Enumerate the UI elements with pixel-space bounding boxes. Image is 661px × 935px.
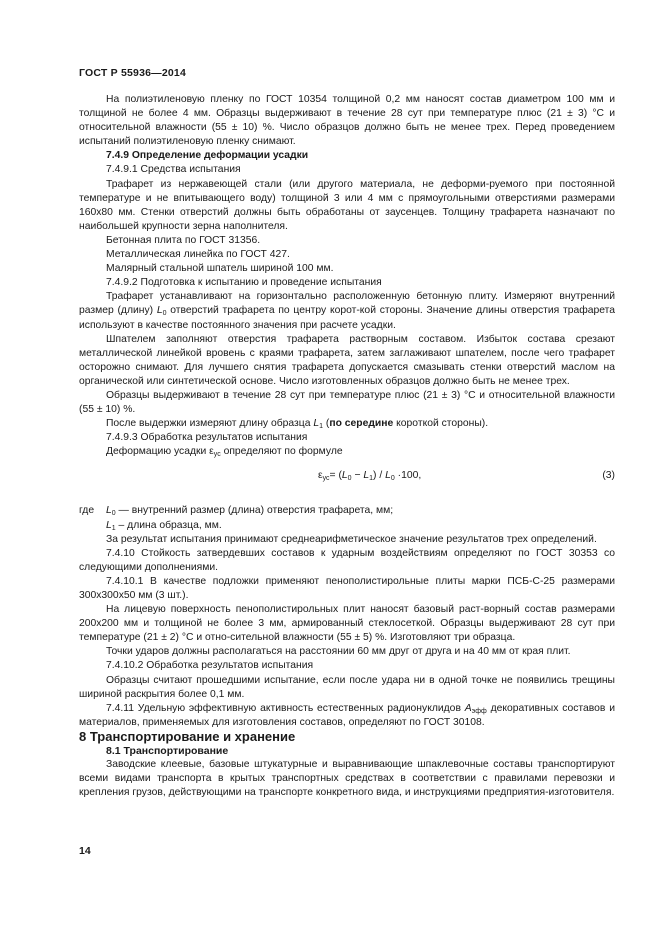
paragraph-result: За результат испытания принимают среднеарифметическое значение результатов трех определений.: [106, 533, 597, 545]
section-heading-8: 8 Транспортирование и хранение: [79, 728, 296, 744]
legend-item-l1: $L_1$ – длина образца, мм.: [106, 519, 222, 532]
section-heading-8-1: 8.1 Транспортирование: [106, 745, 229, 758]
paragraph-metal-ruler: Металлическая линейка по ГОСТ 427.: [106, 249, 290, 261]
paragraph-curing: Образцы выдерживают в течение 28 сут при температуре плюс (21 ± 3) °С и относительной влажности (55 ± 10) %.: [79, 389, 615, 416]
where-label: где: [79, 505, 95, 517]
paragraph-transport: Заводские клеевые, базовые штукатурные и выравнивающие шпаклевочные составы транспортируют всеми видами транспорта в крытых транспортных средствах в соответствии с правилами перевозки и крепления грузов, действующими на транспорте конкретного вида, и инструкциями предприятия-изготовителя.: [79, 759, 615, 799]
paragraph-fill-stencil: Шпателем заполняют отверстия трафарета растворным составом. Избыток состава срезают металлической линейкой вровень с краями трафарета, затем заглаживают шпателем, после чего трафарет осторожно снимают. Для лучшего снятия трафарета допускается смазывать стенки отверстий маслом на органической или синтетической основе. Число изготовленных образцов должно быть не менее трех.: [79, 333, 615, 387]
paragraph-7-4-10: 7.4.10 Стойкость затвердевших составов к ударным воздействиям определяют по ГОСТ 30353 со следующими дополнениями.: [79, 547, 615, 573]
formula-legend: [79, 504, 615, 532]
heading-7-4-9-3: 7.4.9.3 Обработка результатов испытания: [106, 432, 308, 444]
paragraph-impact-points: Точки ударов должны располагаться на расстоянии 60 мм друг от друга и на 40 мм от края плит.: [106, 646, 571, 658]
document-header: ГОСТ Р 55936—2014: [79, 67, 187, 79]
formula-expression: $\varepsilon_{ус}= (L_0 - L_1) / L_0 \cdot 100$,: [318, 470, 422, 483]
page-number: 14: [79, 845, 91, 857]
paragraph-concrete-plate: Бетонная плита по ГОСТ 31356.: [106, 234, 261, 246]
paragraph-apply-base: На лицевую поверхность пенополистирольных плит наносят базовый раст-ворный состав размерами 200х200 мм и толщиной не более 3 мм, армированный стеклосеткой. Образцы выдерживают 28 сут при температуре (21 ± 2) °С и отно-сительной влажности (55 ± 5) %. Изготовляют три образца.: [79, 604, 615, 644]
paragraph-stencil-install: Трафарет устанавливают на горизонтально расположенную бетонную плиту. Измеряют внутренний размер (длину) $L_0$ отверстий трафарета по центру корот-кой стороны. Значение длины отверстия трафарета используют в качестве постоянного значения при расчете усадки.: [79, 291, 615, 331]
legend-item-l0: $L_0$ — внутренний размер (длина) отверстия трафарета, мм;: [106, 505, 394, 518]
heading-7-4-9-2: 7.4.9.2 Подготовка к испытанию и проведение испытания: [106, 277, 382, 289]
paragraph-stencil: Трафарет из нержавеющей стали (или другого материала, не деформи-руемого при постоянной температуре и не впитывающего воду) толщиной 3 или 4 мм с прямоугольными отверстиями размерами 160х80 мм. Стенки отверстий должны быть обработаны от заусенцев. Толщину трафарета назначают по наибольшей крупности зерна наполнителя.: [79, 178, 615, 232]
paragraph-passed: Образцы считают прошедшими испытание, если после удара ни в одной точке не появились трещины шириной раскрытия более 0,1 мм.: [79, 674, 615, 700]
paragraph-7-4-11: 7.4.11 Удельную эффективную активность естественных радионуклидов $A_{эфф}$ декоративных составов и материалов, применяемых для изготовления составов, определяют по ГОСТ 30108.: [79, 702, 616, 728]
paragraph-film-samples: На полиэтиленовую пленку по ГОСТ 10354 толщиной 0,2 мм наносят состав диаметром 100 мм и толщиной не более 4 мм. Образцы выдерживают в течение 28 сут при температуре плюс (21 ± 3) °С и относительной влажности (55 ± 10) %. Число образцов должно быть не менее трех. Перед проведением испытаний полиэтиленовую пленку снимают.: [79, 94, 615, 148]
paragraph-7-4-10-2: 7.4.10.2 Обработка результатов испытания: [106, 660, 314, 672]
paragraph-measure-length: После выдержки измеряют длину образца $L_1$ (по середине короткой стороны).: [106, 418, 489, 431]
paragraph-formula-intro: Деформацию усадки $\varepsilon_{ус}$ определяют по формуле: [106, 446, 343, 459]
heading-7-4-9-1: 7.4.9.1 Средства испытания: [106, 164, 241, 176]
paragraph-7-4-10-1: 7.4.10.1 В качестве подложки применяют пенополистирольные плиты марки ПСБ-С-25 размерами 300х300х50 мм (3 шт.).: [79, 575, 615, 601]
formula-3: [79, 469, 615, 491]
document-body: [79, 93, 615, 800]
formula-number: (3): [602, 470, 615, 482]
heading-7-4-9: 7.4.9 Определение деформации усадки: [106, 150, 309, 162]
paragraph-spatula: Малярный стальной шпатель шириной 100 мм.: [106, 263, 334, 275]
